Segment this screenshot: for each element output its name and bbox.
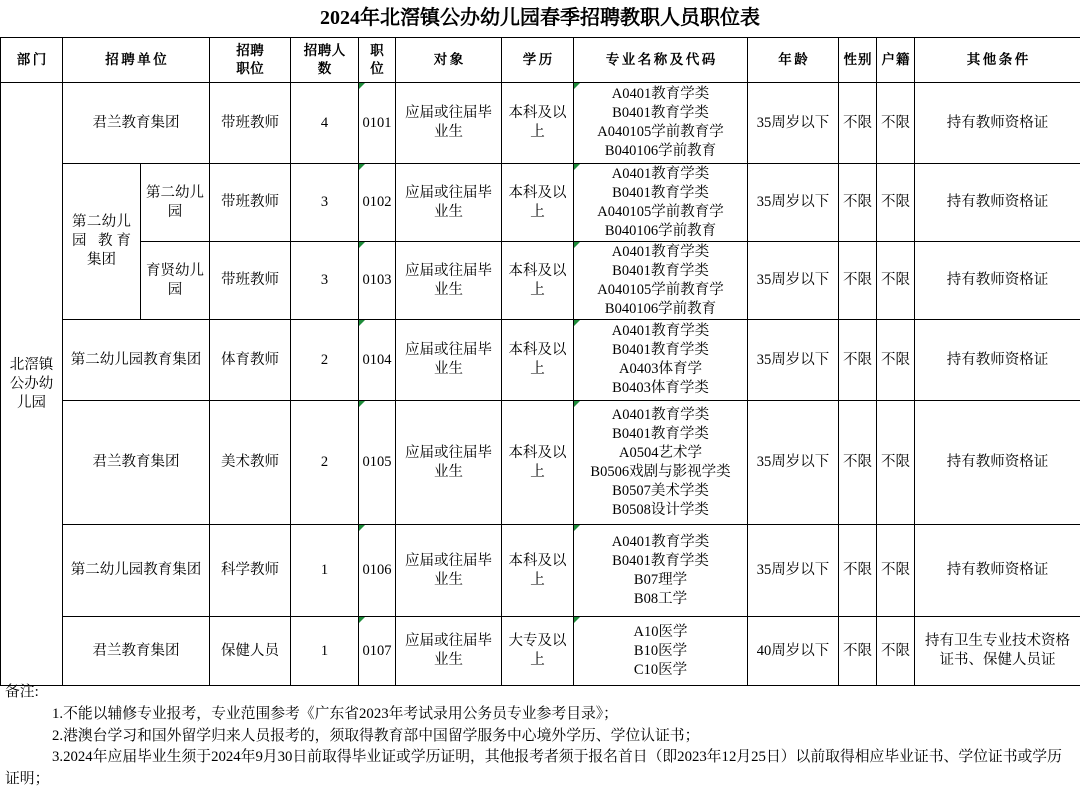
- unit-cell: 君兰教育集团: [63, 617, 210, 686]
- department-cell: 北滘镇公办幼儿园: [1, 83, 63, 686]
- table-row: [1, 401, 1080, 525]
- age-cell: 35周岁以下: [748, 164, 839, 242]
- other-conditions-cell: 持有教师资格证: [915, 401, 1080, 525]
- hukou-cell: 不限: [877, 525, 915, 617]
- major-item: B040106学前教育: [604, 300, 717, 317]
- gender-cell: 不限: [839, 164, 877, 242]
- code-cell: [359, 83, 396, 164]
- major-item: B0401教育学类: [612, 262, 709, 279]
- major-item: B040106学前教育: [604, 143, 717, 159]
- target-cell: 应届或往届毕业生: [396, 164, 502, 242]
- major-item: B08工学: [633, 590, 688, 607]
- education-cell: 本科及以上: [502, 242, 574, 320]
- other-conditions-cell: 持有教师资格证: [915, 525, 1080, 617]
- target-cell: 应届或往届毕业生: [396, 525, 502, 617]
- count-cell: 2: [291, 401, 359, 525]
- header-code-line-2: 位: [370, 61, 385, 76]
- major-item: B0401教育学类: [612, 425, 709, 442]
- position-cell: 美术教师: [210, 401, 291, 525]
- error-indicator-icon: [574, 83, 580, 89]
- unit-cell: 第二幼儿园教育集团: [63, 525, 210, 617]
- education-cell: 本科及以上: [502, 401, 574, 525]
- age-cell: 35周岁以下: [748, 320, 839, 401]
- major-item: A0401教育学类: [611, 533, 710, 550]
- target-cell: 应届或往届毕业生: [396, 617, 502, 686]
- major-item: A0401教育学类: [611, 243, 710, 260]
- education-cell: 本科及以上: [502, 525, 574, 617]
- header-education: 学历: [502, 38, 574, 83]
- code-text: 0103: [362, 272, 392, 288]
- count-cell: 1: [291, 617, 359, 686]
- position-cell: 带班教师: [210, 83, 291, 164]
- major-item: A040105学前教育学: [597, 124, 724, 140]
- header-other: 其他条件: [915, 38, 1080, 83]
- count-cell: 2: [291, 320, 359, 401]
- major-item: A0403体育学: [619, 361, 702, 377]
- header-count-line-2: 数: [317, 61, 332, 76]
- target-cell: 应届或往届毕业生: [396, 83, 502, 164]
- age-cell: 40周岁以下: [748, 617, 839, 686]
- major-item: B0403体育学类: [612, 380, 709, 396]
- major-item: B07理学: [633, 571, 688, 588]
- gender-cell: 不限: [839, 525, 877, 617]
- error-indicator-icon: [574, 320, 580, 326]
- notes-section: [0, 682, 1080, 788]
- major-cell: [574, 401, 748, 525]
- hukou-cell: 不限: [877, 401, 915, 525]
- error-indicator-icon: [359, 617, 365, 623]
- hukou-cell: 不限: [877, 242, 915, 320]
- major-item: A040105学前教育学: [597, 203, 724, 220]
- code-cell: [359, 320, 396, 401]
- major-item: B0507美术学类: [612, 482, 709, 499]
- position-cell: 科学教师: [210, 525, 291, 617]
- header-target: 对象: [396, 38, 502, 83]
- unit-cell: 君兰教育集团: [63, 83, 210, 164]
- code-text: 0101: [362, 114, 392, 131]
- major-item: A0504艺术学: [619, 444, 702, 461]
- header-code: [359, 38, 396, 83]
- other-conditions-cell: 持有卫生专业技术资格证书、保健人员证: [915, 617, 1080, 686]
- position-cell: 保健人员: [210, 617, 291, 686]
- major-item: A0401教育学类: [611, 165, 710, 182]
- hukou-cell: 不限: [877, 320, 915, 401]
- header-gender: 性别: [839, 38, 877, 83]
- education-cell: 本科及以上: [502, 320, 574, 401]
- table-row: [1, 242, 1080, 320]
- code-text: 0106: [362, 562, 392, 578]
- major-cell: [574, 164, 748, 242]
- header-age: 年龄: [748, 38, 839, 83]
- education-cell: 本科及以上: [502, 164, 574, 242]
- position-cell: 带班教师: [210, 242, 291, 320]
- count-cell: 3: [291, 242, 359, 320]
- code-cell: [359, 401, 396, 525]
- table-row: [1, 164, 1080, 242]
- error-indicator-icon: [359, 164, 365, 170]
- unit-cell: 君兰教育集团: [63, 401, 210, 525]
- count-cell: 3: [291, 164, 359, 242]
- table-row: [1, 617, 1080, 686]
- age-cell: 35周岁以下: [748, 83, 839, 164]
- major-item: B0401教育学类: [612, 105, 709, 121]
- age-cell: 35周岁以下: [748, 525, 839, 617]
- gender-cell: 不限: [839, 617, 877, 686]
- code-cell: [359, 164, 396, 242]
- major-item: B0401教育学类: [612, 342, 709, 358]
- hukou-cell: 不限: [877, 617, 915, 686]
- header-position: [210, 38, 291, 83]
- count-cell: 4: [291, 83, 359, 164]
- table-row: [1, 83, 1080, 164]
- error-indicator-icon: [574, 525, 580, 531]
- error-indicator-icon: [574, 242, 580, 248]
- header-row: [1, 38, 1080, 83]
- unit-cell: 第二幼儿园教育集团: [63, 320, 210, 401]
- positions-table: [0, 37, 1080, 686]
- position-cell: 带班教师: [210, 164, 291, 242]
- header-position-line-1: 招聘: [236, 43, 265, 58]
- gender-cell: 不限: [839, 83, 877, 164]
- error-indicator-icon: [359, 525, 365, 531]
- code-cell: [359, 242, 396, 320]
- target-cell: 应届或往届毕业生: [396, 242, 502, 320]
- major-item: B0508设计学类: [612, 501, 709, 518]
- other-conditions-cell: 持有教师资格证: [915, 83, 1080, 164]
- major-cell: [574, 242, 748, 320]
- major-item: A040105学前教育学: [597, 281, 724, 298]
- code-text: 0107: [362, 642, 392, 659]
- error-indicator-icon: [574, 164, 580, 170]
- age-cell: 35周岁以下: [748, 401, 839, 525]
- count-cell: 1: [291, 525, 359, 617]
- unit-sub-cell: 第二幼儿园: [141, 164, 210, 242]
- major-cell: [574, 320, 748, 401]
- other-conditions-cell: 持有教师资格证: [915, 242, 1080, 320]
- error-indicator-icon: [574, 401, 580, 407]
- major-item: A10医学: [633, 623, 688, 640]
- hukou-cell: 不限: [877, 83, 915, 164]
- header-position-line-2: 职位: [236, 61, 265, 76]
- major-item: A0401教育学类: [611, 406, 710, 423]
- other-conditions-cell: 持有教师资格证: [915, 320, 1080, 401]
- position-cell: 体育教师: [210, 320, 291, 401]
- table-row: [1, 525, 1080, 617]
- header-department: 部门: [1, 38, 63, 83]
- header-hukou: 户籍: [877, 38, 915, 83]
- major-item: B0401教育学类: [612, 552, 709, 569]
- note-item: 1.不能以辅修专业报考，专业范围参考《广东省2023年考试录用公务员专业参考目录》；: [52, 705, 618, 722]
- error-indicator-icon: [359, 242, 365, 248]
- hukou-cell: 不限: [877, 164, 915, 242]
- major-item: B040106学前教育: [604, 222, 717, 239]
- gender-cell: 不限: [839, 401, 877, 525]
- error-indicator-icon: [574, 617, 580, 623]
- major-item: C10医学: [633, 661, 688, 678]
- gender-cell: 不限: [839, 320, 877, 401]
- gender-cell: 不限: [839, 242, 877, 320]
- unit-group-cell: 第二幼儿园 教育集团: [63, 164, 141, 320]
- table-row: [1, 320, 1080, 401]
- major-item: B0401教育学类: [612, 184, 709, 201]
- other-conditions-cell: 持有教师资格证: [915, 164, 1080, 242]
- header-unit: 招聘单位: [63, 38, 210, 83]
- major-item: B0506戏剧与影视学类: [590, 463, 731, 480]
- page-title: 2024年北滘镇公办幼儿园春季招聘教职人员职位表: [320, 7, 760, 29]
- note-item: 3.2024年应届毕业生须于2024年9月30日前取得毕业证或学历证明，其他报考者须于报名首日（即2023年12月25日）以前取得相应毕业证书、学位证书或学历证明；: [5, 749, 1062, 788]
- header-code-line-1: 职: [370, 43, 385, 58]
- target-cell: 应届或往届毕业生: [396, 401, 502, 525]
- major-cell: [574, 83, 748, 164]
- unit-sub-cell: 育贤幼儿园: [141, 242, 210, 320]
- major-item: B10医学: [633, 642, 688, 659]
- header-count: [291, 38, 359, 83]
- error-indicator-icon: [359, 320, 365, 326]
- age-cell: 35周岁以下: [748, 242, 839, 320]
- code-text: 0105: [362, 454, 392, 470]
- major-cell: [574, 525, 748, 617]
- header-major: 专业名称及代码: [574, 38, 748, 83]
- education-cell: 大专及以上: [502, 617, 574, 686]
- major-item: A0401教育学类: [611, 323, 710, 339]
- error-indicator-icon: [359, 401, 365, 407]
- target-cell: 应届或往届毕业生: [396, 320, 502, 401]
- code-text: 0104: [362, 351, 392, 368]
- header-count-line-1: 招聘人: [303, 43, 346, 58]
- education-cell: 本科及以上: [502, 83, 574, 164]
- notes-label: 备注:: [5, 684, 39, 700]
- major-cell: [574, 617, 748, 686]
- major-item: A0401教育学类: [611, 86, 710, 102]
- note-item: 2.港澳台学习和国外留学归来人员报考的，须取得教育部中国留学服务中心境外学历、学位认证书；: [52, 727, 700, 744]
- code-cell: [359, 525, 396, 617]
- error-indicator-icon: [359, 83, 365, 89]
- code-cell: [359, 617, 396, 686]
- code-text: 0102: [362, 194, 392, 210]
